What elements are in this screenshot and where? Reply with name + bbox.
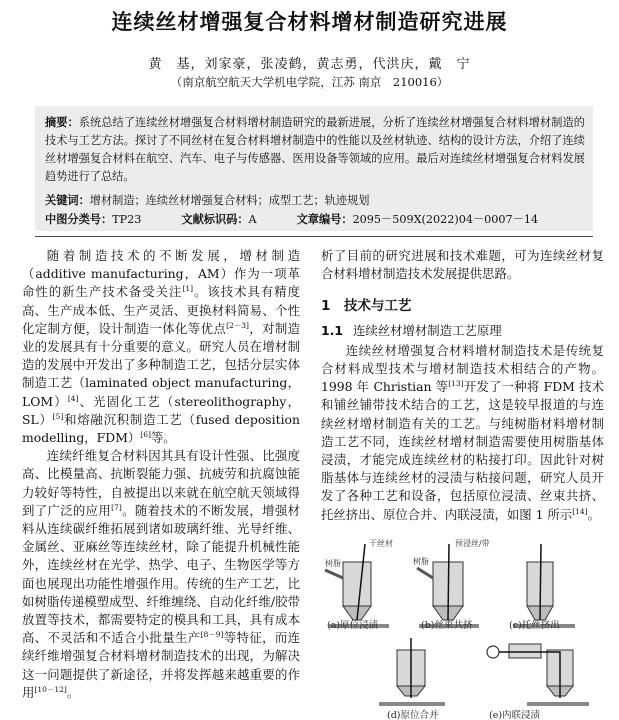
label-resin-a: 树脂 [325, 559, 341, 568]
caption-a: (a)原位浸渍 [327, 620, 379, 631]
caption-d: (d)原位合并 [387, 710, 439, 720]
section-1-1-heading: 1.1 连续丝材增材制造工艺原理 [321, 322, 502, 338]
doc-code-value: A [248, 213, 257, 226]
bed-e [527, 702, 589, 706]
abstract-label: 摘要： [45, 116, 79, 129]
article-no-label: 文章编号： [296, 213, 353, 226]
process-paragraph: 连续丝材增强复合材料增材制造技术是传统复合材料成型技术与增材制造技术相结合的产物。1998 年 Christian 等[13]开发了一种将 FDM 技术和铺丝铺带技术结合的工艺，这是较早报道的与连续丝材增材制造有关的工艺。与纯树脂材料增材制造工艺不同，连续丝材增材制造需要使用树脂基体浸渍，才能完成连续丝材的粘接打印。因此针对树脂基体与连续丝材的浸渍与粘接问题，研究人员开发了各种工艺和设备，包括原位浸渍、丝束共挤、托丝挤出、原位合并、内联浸渍，如图 1 所示[14]。 [321, 342, 604, 522]
figure-1-diagram [321, 538, 604, 720]
caption-b: (b)丝束共挤 [421, 620, 473, 631]
support-fiber-line [540, 544, 541, 620]
article-no-value: 2095－509X(2022)04－0007－14 [352, 213, 539, 226]
panel-e [487, 644, 589, 720]
right-column [321, 247, 604, 524]
caption-c: (c)托丝挤出 [509, 620, 560, 631]
figure-1 [321, 538, 604, 720]
author-list: 黄 基，刘家豪，张凌鹤，黄志勇，代洪庆，戴 宁 [148, 57, 471, 72]
classification-line [45, 211, 585, 227]
clc-value: TP23 [112, 213, 142, 226]
resin-feed-b [417, 568, 433, 578]
keywords-text: 增材制造；连续丝材增强复合材料；成型工艺；轨迹规划 [89, 194, 370, 207]
keywords-label: 关键词： [45, 194, 90, 207]
label-prepreg: 预浸丝/带 [455, 539, 490, 548]
intro-paragraph-1: 随着制造技术的不断发展，增材制造（additive manufacturing，AM）作为一项革命性的新生产技术备受关注[1]。该技术具有精度高、生产成本低、生产灵活、更换材料简易、个性化定制方便，设计制造一体化等优点[2－3]，对制造业的发展具有十分重要的意义。研究人员在增材制造的发展中开发出了多种制造工艺，包括分层实体制造工艺（laminated object manufacturing，LOM）[4]、光固化工艺（stereolithography，SL）[5]和熔融沉积制造工艺（fused deposition modelling，FDM）[6]等。 [22, 248, 301, 446]
impregnation-bath [509, 644, 541, 658]
affiliation: （南京航空航天大学机电学院，江苏 南京 210016） [170, 75, 449, 89]
panel-a [325, 538, 393, 631]
panel-b [413, 538, 490, 631]
doc-code-label: 文献标识码： [181, 213, 249, 226]
left-column [22, 247, 300, 702]
paper-title: 连续丝材增强复合材料增材制造研究进展 [111, 10, 508, 34]
resin-feed-a [325, 570, 343, 578]
spool-e [487, 646, 499, 658]
abstract [45, 114, 585, 186]
clc-label: 中图分类号： [45, 213, 113, 226]
bed-d [379, 702, 445, 706]
section-1-heading: 1 技术与工艺 [321, 298, 412, 315]
caption-e: (e)内联浸渍 [489, 710, 541, 720]
abstract-text: 系统总结了连续丝材增强复合材料增材制造研究的最新进展，分析了连续丝材增强复合材料增材制造的技术与工艺方法。探讨了不同丝材在复合材料增材制造中的性能以及丝材轨迹、结构的设计方法，介绍了连续丝材增强复合材料在航空、汽车、电子与传感器、医用设备等领域的应用。最后对连续丝材增强复合材料发展趋势进行了总结。 [45, 116, 585, 183]
panel-d [379, 638, 445, 720]
panel-c [509, 544, 575, 631]
label-resin-b: 树脂 [413, 557, 429, 566]
label-dry-fiber: 干丝材 [369, 539, 393, 548]
intro-paragraph-2: 连续纤维复合材料因其具有设计性强、比强度高、比模量高、抗断裂能力强、抗疲劳和抗腐蚀能力较好等特性，自被提出以来就在航空航天领域得到了广泛的应用[7]。随着技术的不断发展，增强材料从连续碳纤维拓展到诸如玻璃纤维、光导纤维、金属丝、亚麻丝等连续丝材，除了能提升机械性能外，连续丝材在光学、热学、电子、生物医学等方面也展现出功能性增强作用。传统的生产工艺，比如树脂传递模塑成型、纤维缠绕、自动化纤维/胶带放置等技术，都需要特定的模具和工具，具有成本高、不灵活和不适合小批量生产[8－9]等特征，而连续纤维增强复合材料增材制造技术的出现，为解决这一问题提供了新途径，并将发挥越来越重要的作用[10－12]。 [22, 448, 301, 700]
continued-paragraph: 析了目前的研究进展和技术难题，可为连续丝材复合材料增材制造技术发展提供思路。 [321, 248, 604, 282]
keywords-line [45, 192, 585, 208]
prepreg-line [448, 544, 449, 620]
nozzle-a-body [343, 562, 371, 606]
section-divider [35, 236, 593, 237]
